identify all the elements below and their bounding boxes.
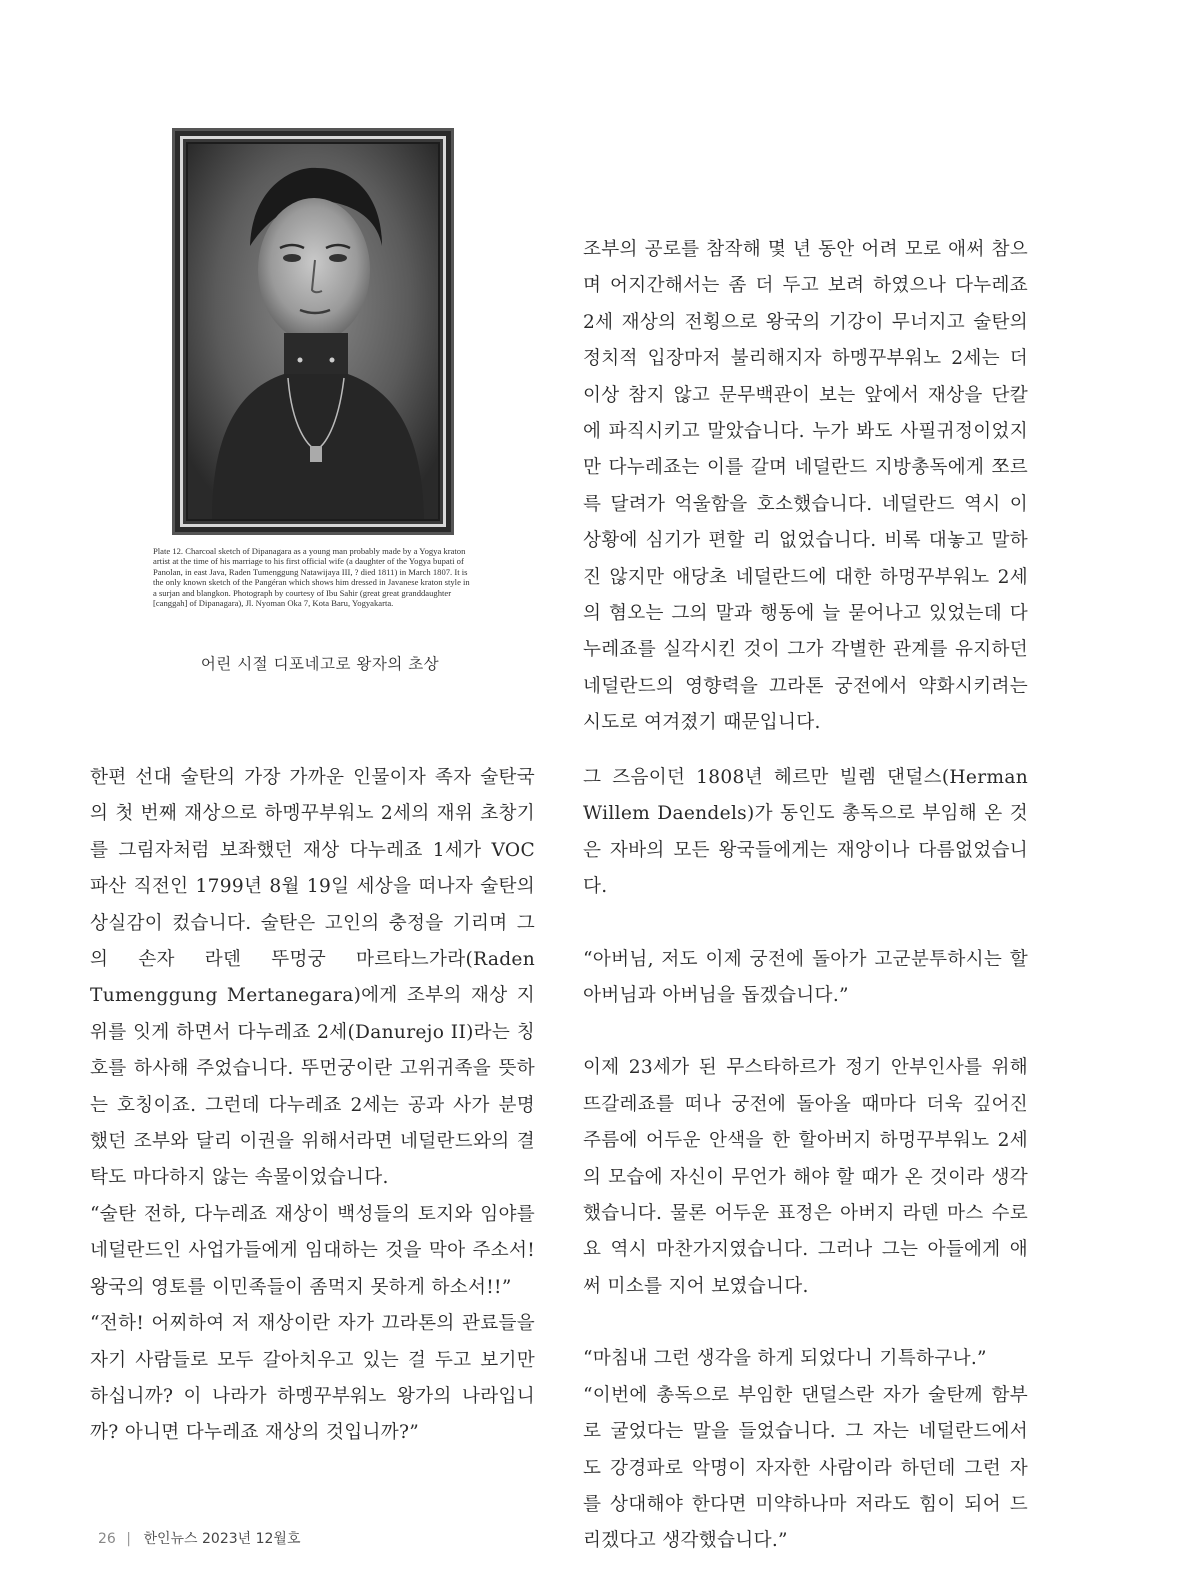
portrait-sketch	[172, 128, 454, 535]
page-footer	[98, 1528, 300, 1548]
spacer	[583, 906, 1028, 942]
paragraph: “술탄 전하, 다누레죠 재상이 백성들의 토지와 임야를 네덜란드인 사업가들에게 임대하는 것을 막아 주소서! 왕국의 영토를 이민족들이 좀먹지 못하게 하소서!!”	[90, 1203, 535, 1298]
page-number: 26	[98, 1531, 116, 1547]
paragraph: “마침내 그런 생각을 하게 되었다니 기특하구나.”	[583, 1348, 987, 1370]
paragraph: “이번에 총독으로 부임한 댄덜스란 자가 술탄께 함부로 굴었다는 말을 들었습니다. 그 자는 네덜란드에서도 강경파로 악명이 자자한 사람이라 하던데 그런 자를 상대해야 한다면 미약하나마 저라도 힘이 되어 드리겠다고 생각했습니다.”	[583, 1384, 1028, 1552]
paragraph: 한편 선대 술탄의 가장 가까운 인물이자 족자 술탄국의 첫 번째 재상으로 하멩꾸부워노 2세의 재위 초창기를 그림자처럼 보좌했던 재상 다누레죠 1세가 VOC 파산 직전인 1799년 8월 19일 세상을 떠나자 술탄의 상실감이 컸습니다. 술탄은 고인의 충정을 기리며 그의 손자 라덴 뚜멍궁 마르타느가라(Raden Tumenggung Mertanegara)에게 조부의 재상 지위를 잇게 하면서 다누레죠 2세(Danurejo II)라는 칭호를 하사해 주었습니다. 뚜먼궁이란 고위귀족을 뜻하는 호칭이죠. 그런데 다누레죠 2세는 공과 사가 분명했던 조부와 달리 이권을 위해서라면 네덜란드와의 결탁도 마다하지 않는 속물이었습니다.	[90, 767, 535, 1189]
spacer	[583, 1014, 1028, 1050]
portrait-figure	[172, 128, 454, 535]
left-column	[90, 760, 535, 1452]
figure-caption: 어린 시절 디포네고로 왕자의 초상	[200, 655, 440, 673]
paragraph: “아버님, 저도 이제 궁전에 돌아가 고군분투하시는 할아버님과 아버님을 돕겠습니다.”	[583, 948, 1028, 1007]
right-column-bottom	[583, 760, 1028, 1560]
spacer	[583, 1305, 1028, 1341]
paragraph: “전하! 어찌하여 저 재상이란 자가 끄라톤의 관료들을 자기 사람들로 모두 갈아치우고 있는 걸 두고 보기만 하십니까? 이 나라가 하멩꾸부워노 왕가의 나라입니까? 아니면 다누레죠 재상의 것입니까?”	[90, 1313, 535, 1444]
publication-title: 한인뉴스 2023년 12월호	[143, 1531, 301, 1547]
paragraph: 그 즈음이던 1808년 헤르만 빌렘 댄덜스(Herman Willem Daendels)가 동인도 총독으로 부임해 온 것은 자바의 모든 왕국들에게는 재앙이나 다름없었습니다.	[583, 767, 1028, 898]
paragraph: 조부의 공로를 참작해 몇 년 동안 어려 모로 애써 참으며 어지간해서는 좀 더 두고 보려 하였으나 다누레죠 2세 재상의 전횡으로 왕국의 기강이 무너지고 술탄의 정치적 입장마저 불리해지자 하멩꾸부워노 2세는 더 이상 참지 않고 문무백관이 보는 앞에서 재상을 단칼에 파직시키고 말았습니다. 누가 봐도 사필귀정이었지만 다누레죠는 이를 갈며 네덜란드 지방총독에게 쪼르륵 달려가 억울함을 호소했습니다. 네덜란드 역시 이 상황에 심기가 편할 리 없었습니다. 비록 대놓고 말하진 않지만 애당초 네덜란드에 대한 하멍꾸부워노 2세의 혐오는 그의 말과 행동에 늘 묻어나고 있었는데 다누레죠를 실각시킨 것이 그가 각별한 관계를 유지하던 네덜란드의 영향력을 끄라톤 궁전에서 약화시키려는 시도로 여겨졌기 때문입니다.	[583, 239, 1028, 734]
plate-caption: Plate 12. Charcoal sketch of Dipanagara as a young man probably made by a Yogya kraton artist at the time of his marriage to his first official wife (a daughter of the Yogya bupati of Panolan, in east Java, Raden Tumenggung Natawijaya III, ? died 1811) in March 1807. It is the only known sketch of the Pangéran which shows him dressed in Javanese kraton style in a surjan and blangkon. Photograph by courtesy of Ibu Sahir (great great granddaughter [canggah] of Dipanagara), Jl. Nyoman Oka 7, Kota Baru, Yogyakarta.	[153, 546, 470, 609]
right-column-top	[583, 232, 1028, 742]
paragraph: 이제 23세가 된 무스타하르가 정기 안부인사를 위해 뜨갈레죠를 떠나 궁전에 돌아올 때마다 더욱 깊어진 주름에 어두운 안색을 한 할아버지 하멍꾸부워노 2세의 모습에 자신이 무언가 해야 할 때가 온 것이라 생각했습니다. 물론 어두운 표정은 아버지 라덴 마스 수로요 역시 마찬가지였습니다. 그러나 그는 아들에게 애써 미소를 지어 보였습니다.	[583, 1057, 1028, 1297]
footer-separator: |	[126, 1531, 131, 1547]
